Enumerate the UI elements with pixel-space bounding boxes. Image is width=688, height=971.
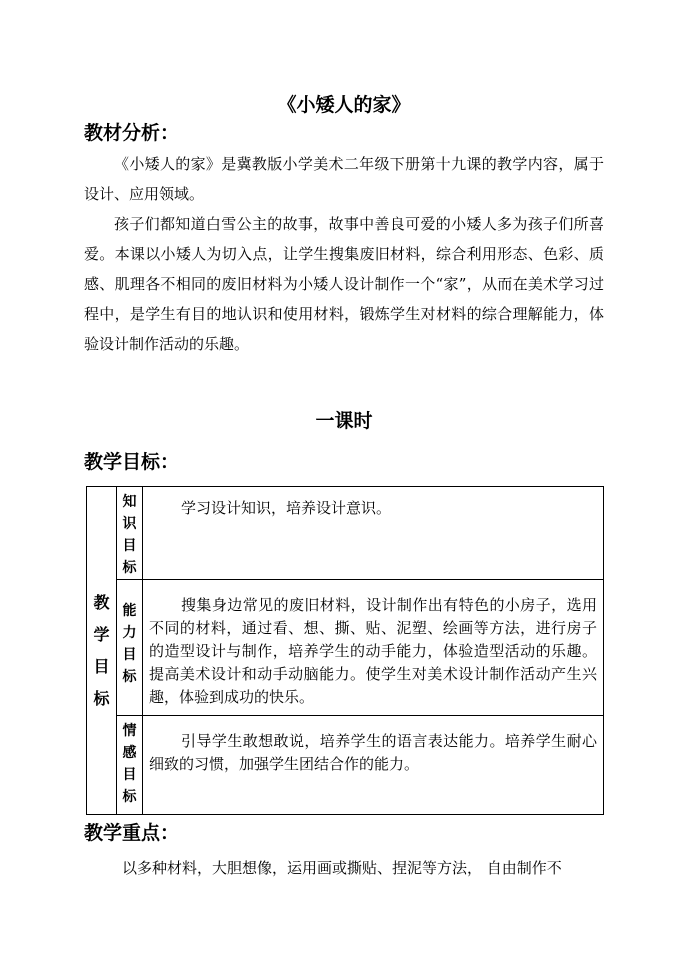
ability-goal-text: 搜集身边常见的废旧材料，设计制作出有特色的小房子，选用不同的材料，通过看、想、撕、贴、泥塑、绘画等方法，进行房子的造型设计与制作，培养学生的动手能力，体验造型活动的乐趣。提高美术设计和动手动脑能力。使学生对美术设计制作活动产生兴趣，体验到成功的快乐。 (143, 580, 604, 716)
knowledge-goal-label: 知 识 目 标 (117, 487, 143, 580)
lesson-count: 一课时 (315, 410, 373, 432)
key-points-heading: 教学重点： (84, 822, 180, 844)
emotion-goal-label: 情 感 目 标 (117, 716, 143, 815)
goals-heading: 教学目标： (84, 451, 180, 473)
analysis-heading: 教材分析： (84, 122, 180, 144)
key-points-text: 以多种材料，大胆想像，运用画或撕贴、捏泥等方法， 自由制作不 (122, 859, 562, 877)
document-title: 《小矮人的家》 (277, 94, 411, 116)
ability-goal-label: 能 力 目 标 (117, 580, 143, 716)
goal-row-knowledge (87, 487, 604, 580)
goals-table (86, 486, 604, 815)
goal-row-emotion (87, 716, 604, 815)
knowledge-goal-text: 学习设计知识，培养设计意识。 (143, 487, 604, 580)
analysis-paragraph-2: 孩子们都知道白雪公主的故事，故事中善良可爱的小矮人多为孩子们所喜爱。本课以小矮人为切入点，让学生搜集废旧材料，综合利用形态、色彩、质感、肌理各不相同的废旧材料为小矮人设计制作一个“家”，从而在美术学习过程中，是学生有目的地认识和使用材料，锻炼学生对材料的综合理解能力，体验设计制作活动的乐趣。 (84, 215, 604, 353)
emotion-goal-text: 引导学生敢想敢说，培养学生的语言表达能力。培养学生耐心细致的习惯，加强学生团结合作的能力。 (143, 716, 604, 815)
analysis-paragraph-1: 《小矮人的家》是冀教版小学美术二年级下册第十九课的教学内容，属于设计、应用领域。 (84, 155, 604, 203)
goal-row-ability (87, 580, 604, 716)
goals-main-label: 教 学 目 标 (87, 487, 117, 815)
